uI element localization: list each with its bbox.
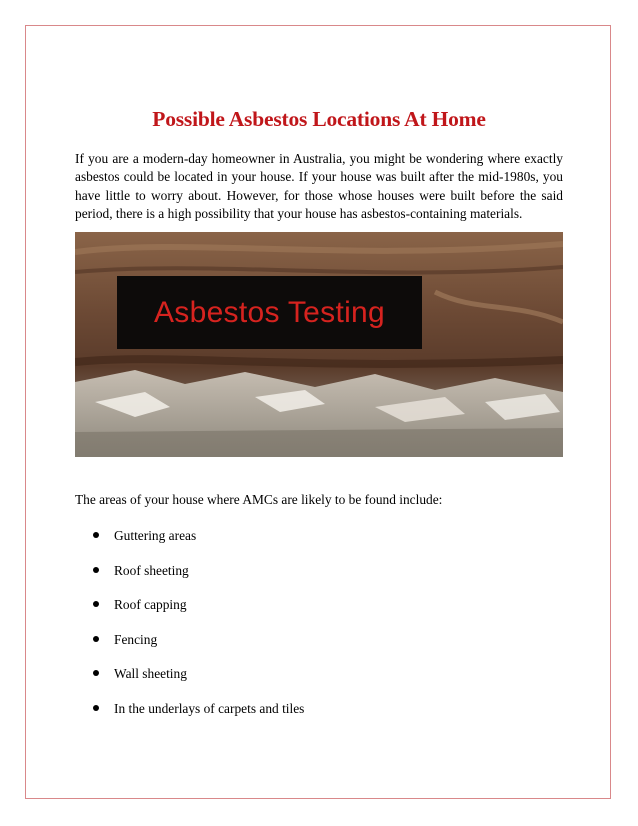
bullet-icon bbox=[93, 636, 99, 642]
list-item bbox=[93, 562, 304, 597]
list-item-text: Wall sheeting bbox=[114, 666, 187, 681]
list-item-text: Guttering areas bbox=[114, 528, 197, 543]
asbestos-testing-banner bbox=[117, 276, 422, 349]
bullet-icon bbox=[93, 601, 99, 607]
banner-text: Asbestos Testing bbox=[153, 295, 386, 329]
intro-paragraph: If you are a modern-day homeowner in Australia, you might be wondering where exactly asbestos could be located in your house. If your house was built after the mid-1980s, you have little to worry about. However, for those whose houses were built before the said period, there is a high possibility that your house has asbestos-containing materials. bbox=[75, 151, 563, 222]
list-item-text: In the underlays of carpets and tiles bbox=[114, 700, 305, 716]
list-intro: The areas of your house where AMCs are likely to be found include: bbox=[75, 492, 443, 507]
list-item bbox=[93, 665, 304, 700]
list-item bbox=[93, 527, 304, 562]
bullet-icon bbox=[93, 532, 99, 538]
bullet-icon bbox=[93, 670, 99, 676]
asbestos-testing-image bbox=[75, 232, 563, 457]
list-item bbox=[93, 631, 304, 666]
bullet-icon bbox=[93, 567, 99, 573]
list-item-text: Roof capping bbox=[114, 597, 187, 612]
asbestos-locations-list bbox=[93, 527, 304, 734]
list-item-text: Roof sheeting bbox=[114, 562, 189, 578]
bullet-icon bbox=[93, 705, 99, 711]
list-item bbox=[93, 700, 304, 735]
page-title: Possible Asbestos Locations At Home bbox=[152, 107, 486, 131]
list-item bbox=[93, 596, 304, 631]
list-item-text: Fencing bbox=[114, 631, 158, 647]
